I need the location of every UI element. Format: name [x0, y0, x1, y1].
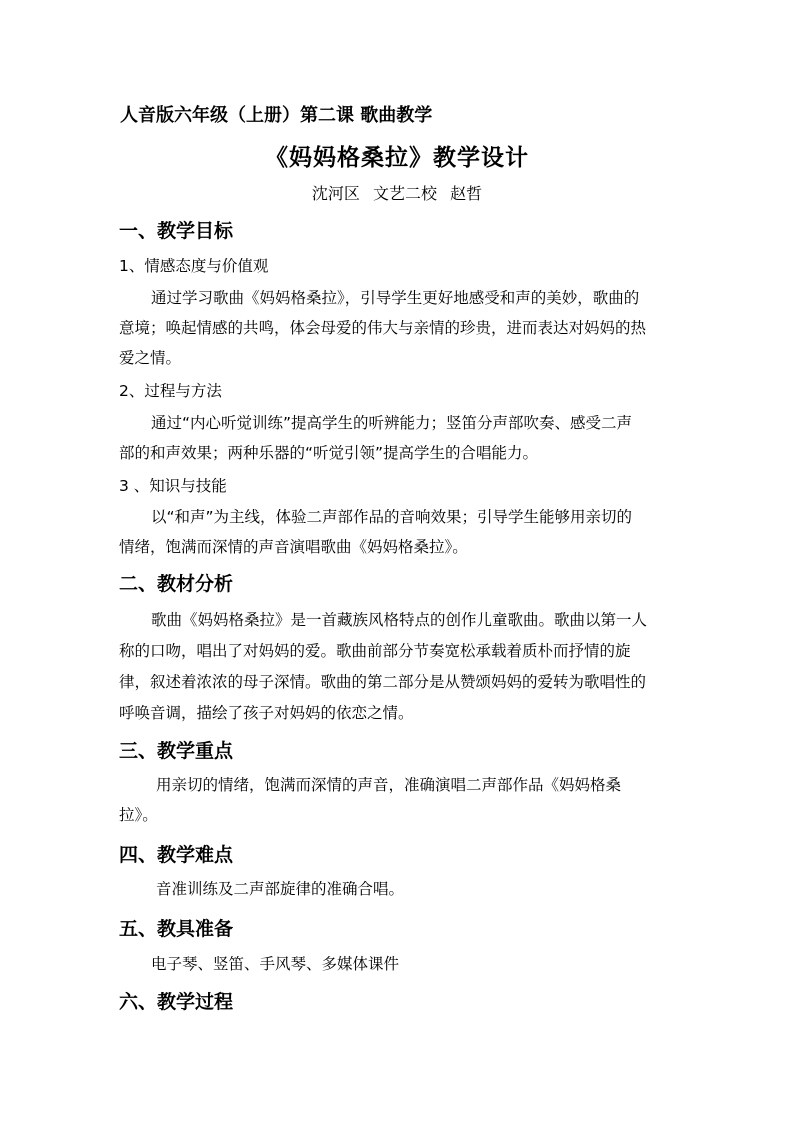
- section-heading-analysis: 二、教材分析: [119, 573, 234, 595]
- section-heading-difficulties: 四、教学难点: [119, 844, 234, 866]
- paragraph-line: 爱之情。: [119, 349, 182, 367]
- subheading-skills: 3 、知识与技能: [119, 477, 227, 495]
- section-heading-goals: 一、教学目标: [119, 220, 234, 242]
- subheading-emotion: 1、情感态度与价值观: [119, 257, 269, 275]
- paragraph-line: 意境；唤起情感的共鸣，体会母爱的伟大与亲情的珍贵，进而表达对妈妈的热: [119, 319, 647, 337]
- paragraph-line: 以“和声”为主线，体验二声部作品的音响效果；引导学生能够用亲切的: [151, 508, 633, 526]
- paragraph-line: 称的口吻，唱出了对妈妈的爱。歌曲前部分节奏宽松承载着质朴而抒情的旋: [119, 642, 631, 660]
- paragraph-line: 通过学习歌曲《妈妈格桑拉》，引导学生更好地感受和声的美妙，歌曲的: [151, 289, 640, 307]
- paragraph-line: 电子琴、竖笛、手风琴、多媒体课件: [151, 955, 400, 973]
- section-heading-materials: 五、教具准备: [119, 918, 234, 940]
- document-title: 《妈妈格桑拉》教学设计: [265, 145, 529, 171]
- paragraph-line: 情绪，饱满而深情的声音演唱歌曲《妈妈格桑拉》。: [119, 538, 468, 556]
- paragraph-line: 歌曲《妈妈格桑拉》是一首藏族风格特点的创作儿童歌曲。歌曲以第一人: [151, 611, 648, 629]
- paragraph-line: 部的和声效果；两种乐器的“听觉引领”提高学生的合唱能力。: [119, 444, 539, 462]
- paragraph-line: 律，叙述着浓浓的母子深情。歌曲的第二部分是从赞颂妈妈的爱转为歌唱性的: [119, 673, 647, 691]
- subheading-process: 2、过程与方法: [119, 382, 222, 400]
- paragraph-line: 通过“内心听觉训练”提高学生的听辨能力；竖笛分声部吹奏、感受二声: [151, 414, 633, 432]
- paragraph-line: 音准训练及二声部旋律的准确合唱。: [156, 880, 405, 898]
- course-line: 人音版六年级（上册）第二课 歌曲教学: [120, 105, 433, 126]
- section-heading-key-points: 三、教学重点: [119, 740, 234, 762]
- paragraph-line: 呼唤音调，描绘了孩子对妈妈的依恋之情。: [119, 704, 414, 722]
- paragraph-line: 拉》。: [119, 806, 158, 824]
- author-line: 沈河区 文艺二校 赵哲: [311, 184, 483, 203]
- section-heading-process: 六、教学过程: [119, 991, 234, 1013]
- paragraph-line: 用亲切的情绪，饱满而深情的声音，准确演唱二声部作品《妈妈格桑: [156, 776, 622, 794]
